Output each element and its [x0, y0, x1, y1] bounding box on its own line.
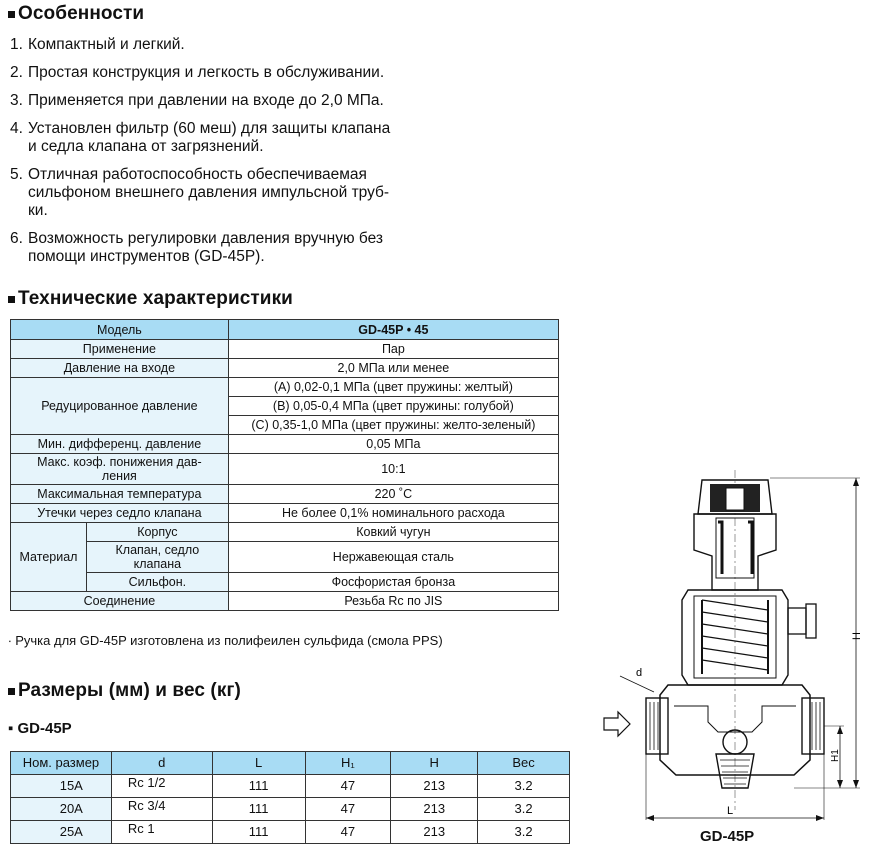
table-row: [11, 504, 559, 523]
table-row: [11, 454, 559, 485]
table-row: [11, 320, 559, 340]
max-temp-value: 220 ˚C: [228, 485, 558, 504]
table-row: [11, 573, 559, 592]
header-L: L: [212, 752, 305, 775]
feature-item: 2. Простая конструкция и легкость в обслуживании.: [10, 64, 385, 81]
table-row: [11, 340, 559, 359]
outlet-connection: [802, 698, 824, 754]
body-value: Ковкий чугун: [228, 523, 558, 542]
model-value: GD-45P • 45: [228, 320, 558, 340]
table-row: [11, 359, 559, 378]
label-d: d: [636, 667, 643, 679]
material-label: Материал: [11, 523, 87, 592]
model-label: Модель: [11, 320, 229, 340]
label-H1: H1: [830, 749, 841, 762]
dimensions-table: [10, 751, 570, 844]
table-row: 20A Rc 3/4 111 47 213 3.2: [11, 798, 570, 821]
header-H: H: [391, 752, 478, 775]
reduced-c: (C) 0,35-1,0 МПа (цвет пружины: желто-зеленый): [228, 416, 558, 435]
application-label: Применение: [11, 340, 229, 359]
specs-table: [10, 319, 559, 611]
reduced-a: (A) 0,02-0,1 МПа (цвет пружины: желтый): [228, 378, 558, 397]
dimensions-subtitle: ▪ GD-45P: [8, 720, 72, 737]
table-row: [11, 523, 559, 542]
feature-item: 1. Компактный и легкий.: [10, 36, 185, 53]
reduced-b: (B) 0,05-0,4 МПа (цвет пружины: голубой): [228, 397, 558, 416]
side-port: [788, 608, 806, 634]
features-title: Особенности: [8, 3, 144, 25]
table-row: 25A Rc 1 111 47 213 3.2: [11, 821, 570, 844]
drawing-caption: GD-45P: [700, 828, 755, 845]
valve-value: Нержавеющая сталь: [228, 542, 558, 573]
feature-item: 5. Отличная работоспособность обеспечиваемая сильфоном внешнего давления импульсной труб- ки.: [10, 166, 390, 219]
min-diff-label: Мин. дифференц. давление: [11, 435, 229, 454]
header-d: d: [111, 752, 212, 775]
pps-note: ∙ Ручка для GD-45P изготовлена из полифеилен сульфида (смола PPS): [8, 633, 443, 648]
valve-label: Клапан, седло клапана: [86, 542, 228, 573]
max-coef-label: Макс. коэф. понижения дав-ления: [11, 454, 229, 485]
reduced-label: Редуцированное давление: [11, 378, 229, 435]
table-row: 15A Rc 1/2 111 47 213 3.2: [11, 775, 570, 798]
label-L: L: [727, 805, 734, 817]
feature-item: 4. Установлен фильтр (60 меш) для защиты клапана и седла клапана от загрязнений.: [10, 120, 391, 155]
min-diff-value: 0,05 МПа: [228, 435, 558, 454]
bellows-label: Сильфон.: [86, 573, 228, 592]
table-row: [11, 378, 559, 397]
flow-arrow-icon: [604, 712, 630, 736]
body-label: Корпус: [86, 523, 228, 542]
header-H1: H₁: [305, 752, 391, 775]
table-row: [11, 752, 570, 775]
dimensions-title: Размеры (мм) и вес (кг): [8, 680, 241, 702]
label-H: H: [851, 632, 863, 640]
max-temp-label: Максимальная температура: [11, 485, 229, 504]
table-row: [11, 485, 559, 504]
inlet-label: Давление на входе: [11, 359, 229, 378]
table-row: [11, 542, 559, 573]
connection-value: Резьба Rc по JIS: [228, 592, 558, 611]
header-weight: Вес: [478, 752, 570, 775]
application-value: Пар: [228, 340, 558, 359]
inlet-connection: [646, 698, 668, 754]
inlet-value: 2,0 МПа или менее: [228, 359, 558, 378]
table-row: [11, 435, 559, 454]
max-coef-value: 10:1: [228, 454, 558, 485]
specs-title: Технические характеристики: [8, 288, 293, 310]
table-row: [11, 592, 559, 611]
connection-label: Соединение: [11, 592, 229, 611]
feature-item: 3. Применяется при давлении на входе до 2,0 МПа.: [10, 92, 384, 109]
leak-label: Утечки через седло клапана: [11, 504, 229, 523]
valve-drawing: [598, 470, 878, 830]
bellows-value: Фосфористая бронза: [228, 573, 558, 592]
feature-item: 6. Возможность регулировки давления вручную без помощи инструментов (GD-45P).: [10, 230, 383, 265]
header-size: Ном. размер: [11, 752, 112, 775]
leak-value: Не более 0,1% номинального расхода: [228, 504, 558, 523]
